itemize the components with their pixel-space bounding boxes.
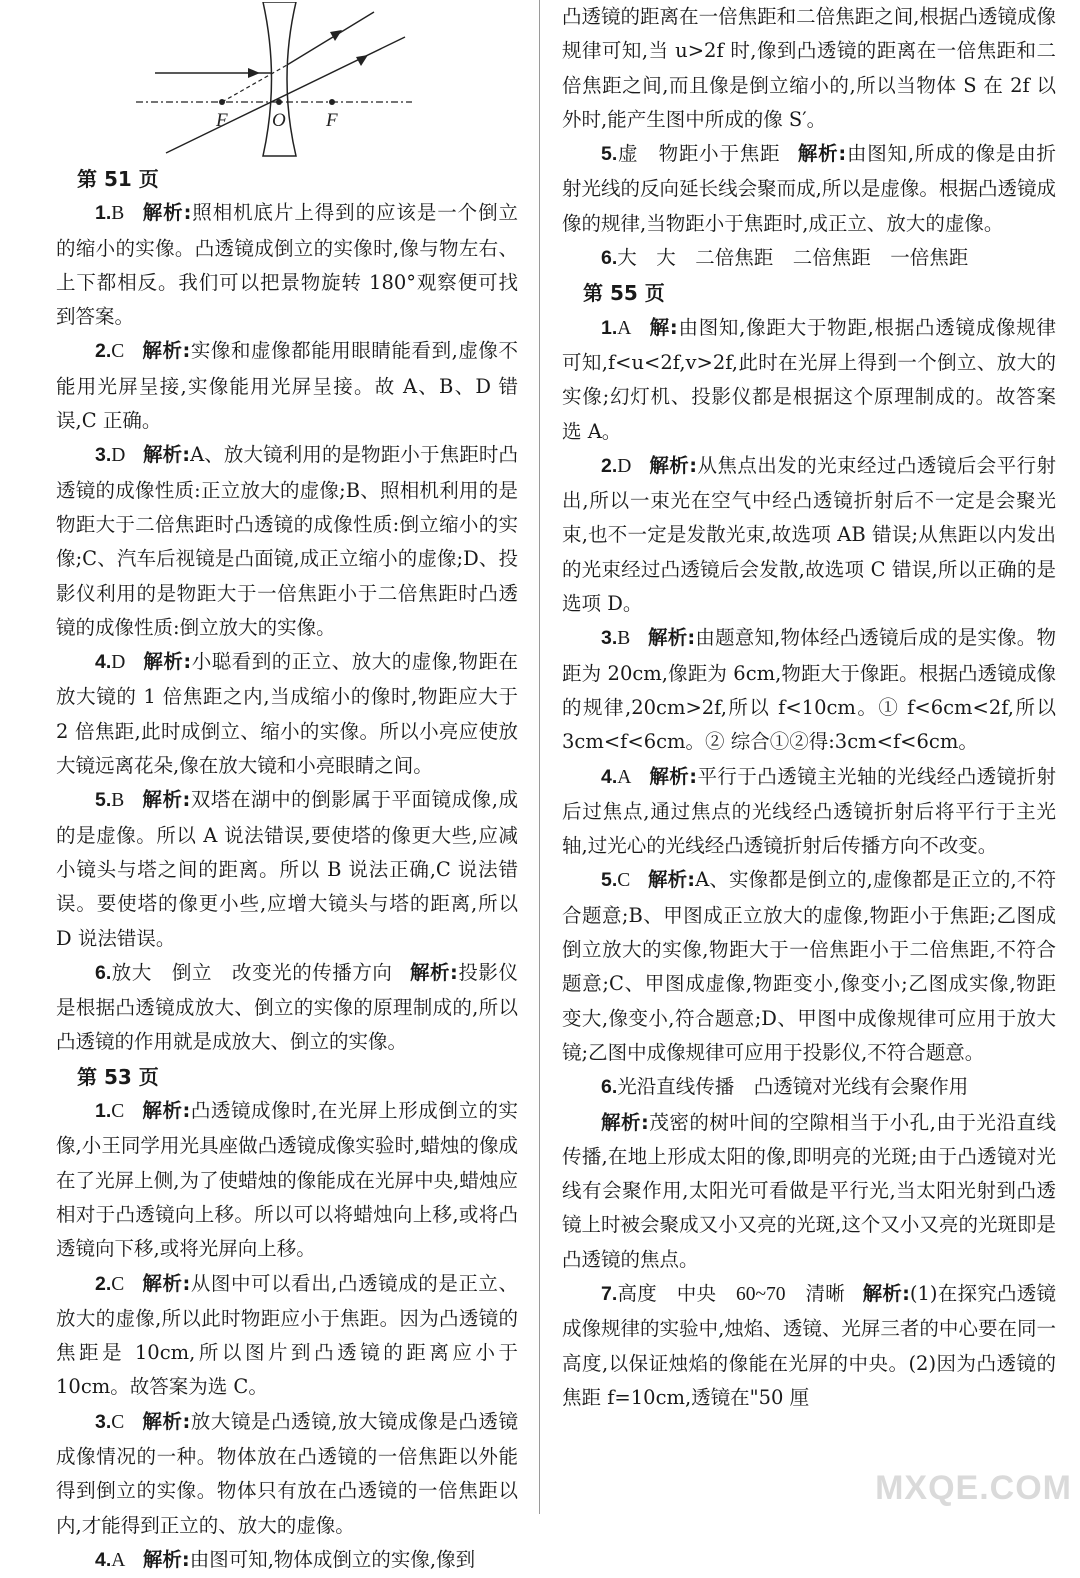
answer-choice: C [111,341,125,363]
answer-choice: C [111,1273,125,1295]
analysis-text: 投影仪是根据凸透镜成放大、倒立的实像的原理制成的,所以凸透镜的作用就是成放大、倒立的实像。 [56,960,518,1054]
answer-item [56,783,518,955]
analysis-label: 解析: [141,1099,191,1123]
answer-number: 1. [95,1100,112,1123]
answer-item [562,137,1056,241]
answer-number: 3. [95,444,112,467]
answer-choice: D [111,652,126,674]
answer-number: 1. [95,202,112,225]
answer-number: 4. [95,651,112,674]
analysis-label: 解析: [601,1110,649,1134]
answer-item [56,1094,518,1266]
analysis-text: A、放大镜利用的是物距小于焦距时凸透镜的成像性质:正立放大的虚像;B、照相机利用的是物距大于二倍焦距时凸透镜的成像性质:倒立缩小的实像;C、汽车后视镜是凸面镜,成正立缩小的虚像;D、投影仪利用的是物距大于一倍焦距小于二倍焦距时凸透镜的成像性质:倒立放大的实像。 [56,443,518,639]
left-column [56,162,518,1578]
focal-point-left [219,99,225,105]
analysis-label: 解析: [647,868,696,892]
answer-item [56,956,518,1060]
label-f-right: F [326,110,338,131]
answer-number: 2. [601,454,618,477]
answer-number: 3. [601,627,618,650]
answer-choice: B [111,203,125,225]
answer-choice: 高度 中央 60~70 清晰 [617,1283,846,1305]
answer-choice: B [617,628,631,650]
analysis-label: 解析: [142,650,192,674]
analysis-text: 由图可知,物体成倒立的实像,像到 [189,1547,476,1571]
analysis-label: 解析: [141,788,191,812]
refracted-ray-2 [166,37,405,153]
answer-choice: C [617,870,631,892]
answer-item [56,196,518,334]
section-heading: 第 55 页 [583,281,665,306]
section-heading: 第 51 页 [77,167,159,191]
analysis-label: 解析: [862,1281,910,1305]
answer-number: 1. [601,316,618,339]
answer-number: 2. [95,1272,112,1295]
virtual-extension [222,65,287,102]
answer-choice: D [617,455,632,477]
analysis-text: 照相机底片上得到的应该是一个倒立的缩小的实像。凸透镜成倒立的实像时,像与物左右、上下都相反。我们可以把景物旋转 180°观察便可找到答案。 [56,201,518,329]
answer-item [562,621,1056,759]
answer-number: 5. [95,789,112,812]
concave-lens [263,2,296,156]
analysis-text: A、实像都是倒立的,虚像都是正立的,不符合题意;B、甲图成正立放大的虚像,物距小于焦距;乙图成倒立放大的实像,物距大于一倍焦距小于二倍焦距,不符合题意;C、甲图成虚像,物距变小,像变小;乙图成实像,物距变大,像变小,符合题意;D、甲图中成像规律可应用于放大镜;乙图中成像规律可应用于投影仪,不符合题意。 [562,868,1056,1064]
answer-item [56,1543,518,1578]
optical-center [276,99,282,105]
answer-number: 7. [601,1282,618,1305]
analysis-text: 由图知,像距大于物距,根据凸透镜成像规律可知,f<u<2f,v>2f,此时在光屏上得到一个倒立、放大的实像;幻灯机、投影仪都是根据这个原理制成的。故答案选 A。 [562,315,1056,443]
focal-point-right [329,99,335,105]
answer-item [562,863,1056,1070]
answer-item [56,1405,518,1543]
answer-choice: A [111,1549,126,1571]
watermark: MXQE.COM [875,1469,1072,1507]
analysis-text: (1)在探究凸透镜成像规律的实验中,烛焰、透镜、光屏三者的中心要在同一高度,以保证烛焰的像能在光屏的中央。(2)因为凸透镜的焦距 f=10cm,透镜在"50 厘 [562,1281,1056,1409]
analysis-label: 解析: [648,453,698,477]
answer-item [562,449,1056,621]
answer-item [562,760,1056,864]
answer-number: 5. [601,143,618,166]
answer-number: 4. [95,1548,112,1571]
ray-arrow-1 [248,68,260,78]
answer-item [562,1070,1056,1105]
analysis-text: 从焦点出发的光束经过凸透镜后会平行射出,所以一束光在空气中经凸透镜折射后不一定是会聚光束,也不一定是发散光束,故选项 AB 错误;从焦距以内发出的光束经过凸透镜后会发散,故选项 C 错误,所以正确的是选项 D。 [562,453,1056,616]
analysis-label: 解析: [142,443,191,467]
answer-choice: 虚 物距小于焦距 [617,144,781,166]
answer-choice: D [111,445,126,467]
analysis-text: 小聪看到的正立、放大的虚像,物距在放大镜的 1 倍焦距之内,当成缩小的像时,物距应大于 2 倍焦距,此时成倒立、缩小的实像。所以小亮应使放大镜远离花朵,像在放大镜和小亮眼睛之间。 [56,650,518,778]
analysis-label: 解析: [142,1547,190,1571]
right-column [562,0,1056,1415]
answer-choice: A [617,317,632,339]
analysis-label: 解析: [141,201,192,225]
answer-choice: 大 大 二倍焦距 二倍焦距 一倍焦距 [617,248,969,270]
analysis-label: 解析: [141,339,191,363]
answer-number: 4. [601,765,618,788]
answer-choice: C [111,1411,125,1433]
analysis-label: 解: [648,315,678,339]
answer-item [56,1267,518,1405]
answer-item [562,1277,1056,1415]
answer-item [56,645,518,783]
analysis-text: 茂密的树叶间的空隙相当于小孔,由于光沿直线传播,在地上形成太阳的像,即明亮的光斑;由于凸透镜对光线有会聚作用,太阳光可看做是平行光,当太阳光射到凸透镜上时被会聚成又小又亮的光斑,这个又小又亮的光斑即是凸透镜的焦点。 [562,1110,1056,1271]
answer-item [562,311,1056,449]
answer-number: 5. [601,869,618,892]
analysis-label: 解析: [647,626,696,650]
answer-choice: 光沿直线传播 凸透镜对光线有会聚作用 [617,1077,969,1099]
analysis-text: 凸透镜成像时,在光屏上形成倒立的实像,小王同学用光具座做凸透镜成像实验时,蜡烛的像成在了光屏上侧,为了使蜡烛的像能成在光屏中央,蜡烛应相对于凸透镜向上移。所以可以将蜡烛向上移,或将凸透镜向下移,或将光屏向上移。 [56,1099,518,1261]
label-f-left: F [216,110,228,131]
section-heading: 第 53 页 [77,1064,159,1089]
lens-ray-diagram [130,2,420,162]
answer-choice: 放大 倒立 改变光的传播方向 [111,962,393,984]
analysis-text: 实像和虚像都能用眼睛能看到,虚像不能用光屏呈接,实像能用光屏呈接。故 A、B、D 错误,C 正确。 [56,339,518,433]
answer-item [56,438,518,645]
analysis-label: 解析: [141,1271,191,1295]
answer-choice: C [111,1101,125,1123]
answer-item [562,1106,1056,1277]
answer-choice: B [111,790,125,812]
analysis-label: 解析: [141,1409,191,1433]
answer-number: 2. [95,340,112,363]
analysis-text: 平行于凸透镜主光轴的光线经凸透镜折射后过焦点,通过焦点的光线经凸透镜折射后将平行于主光轴,过光心的光线经凸透镜折射后传播方向不改变。 [562,764,1056,858]
answer-choice: A [617,766,632,788]
analysis-text: 由题意知,物体经凸透镜后成的是实像。物距为 20cm,像距为 6cm,物距大于像距。根据凸透镜成像的规律,20cm>2f,所以 f<10cm。① f<6cm<2f,所以 3cm<f<6cm。② 综合①②得:3cm<f<6cm。 [562,626,1056,754]
answer-item [56,334,518,438]
label-o: O [272,110,286,131]
analysis-text: 从图中可以看出,凸透镜成的是正立、放大的虚像,所以此时物距应小于焦距。因为凸透镜的焦距是 10cm,所以图片到凸透镜的距离应小于 10cm。故答案为选 C。 [56,1271,518,1399]
analysis-label: 解析: [648,764,698,788]
analysis-text: 双塔在湖中的倒影属于平面镜成像,成的是虚像。所以 A 说法错误,要使塔的像更大些,应减小镜头与塔之间的距离。所以 B 说法正确,C 说法错误。要使塔的像更小些,应增大镜头与塔的距离,所以 D 说法错误。 [56,788,518,950]
analysis-text: 放大镜是凸透镜,放大镜成像是凸透镜成像情况的一种。物体放在凸透镜的一倍焦距以外能得到倒立的实像。物体只有放在凸透镜的一倍焦距以内,才能得到正立的、放大的虚像。 [56,1409,518,1537]
analysis-text: 由图知,所成的像是由折射光线的反向延长线会聚而成,所以是虚像。根据凸透镜成像的规律,当物距小于焦距时,成正立、放大的虚像。 [562,142,1056,235]
answer-number: 3. [95,1410,112,1433]
answer-number: 6. [601,247,618,270]
column-divider [539,0,540,1514]
answer-number: 6. [601,1076,618,1099]
analysis-label: 解析: [797,142,847,166]
answer-number: 6. [95,961,112,984]
answer-item [562,241,1056,276]
analysis-label: 解析: [409,960,458,984]
answer-continuation: 凸透镜的距离在一倍焦距和二倍焦距之间,根据凸透镜成像规律可知,当 u>2f 时,像到凸透镜的距离在一倍焦距和二倍焦距之间,而且像是倒立缩小的,所以当物体 S 在 2f 以外时,能产生图中所成的像 S′。 [562,5,1056,131]
ray-arrow-2 [330,30,342,41]
